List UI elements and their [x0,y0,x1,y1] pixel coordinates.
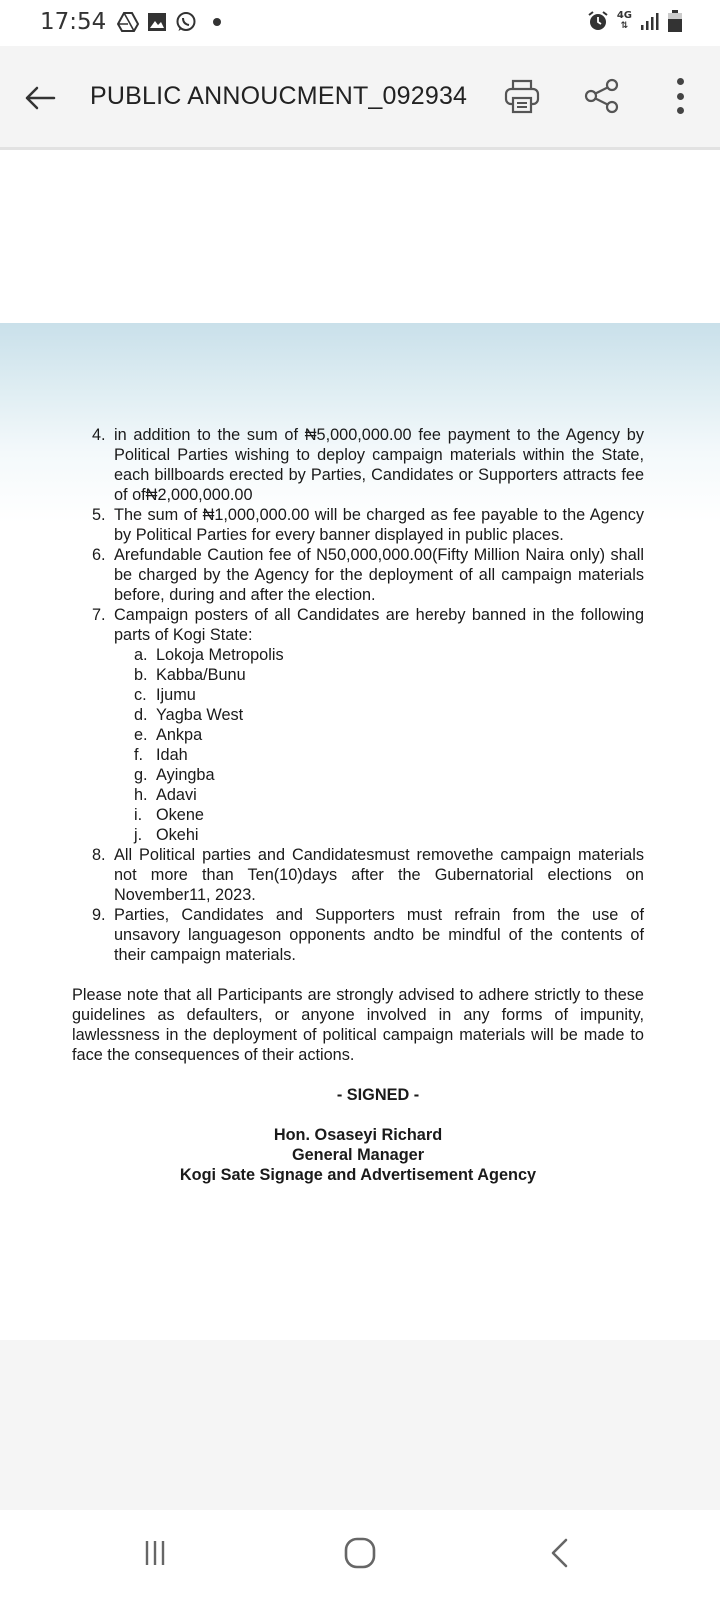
document-content [72,425,644,1185]
signed-label: - SIGNED - [336,1086,420,1104]
gallery-icon [147,12,167,32]
banned-locations-list [134,645,644,845]
document-page [0,323,720,1340]
alarm-icon [587,10,609,32]
document-title: PUBLIC ANNOUCMENT_092934 [90,82,468,110]
location-item: f. Idah [134,746,188,764]
notification-dot [213,18,221,26]
list-item: 7. Campaign posters of all Candidates are hereby banned in the following parts of Kogi State: [92,606,644,644]
app-bar [0,46,720,150]
location-item: i. Okene [134,806,204,824]
battery-icon [668,10,682,32]
whatsapp-icon [175,11,197,33]
more-vert-icon [677,107,684,114]
signatory-name: Hon. Osaseyi Richard [273,1126,443,1144]
print-icon [502,76,542,116]
location-item: d. Yagba West [134,706,244,724]
location-item: c. Ijumu [134,686,196,704]
recent-apps-icon [140,1538,170,1568]
location-item: e. Ankpa [134,726,203,744]
signal-icon [640,12,660,30]
signatory-block [72,1125,644,1185]
signatory-title: General Manager [291,1146,425,1164]
navigation-bar [0,1510,720,1600]
print-button[interactable] [502,76,542,116]
list-item: 8. All Political parties and Candidatesmust removethe campaign materials not more than Ten(10)days after the Gubernatorial elections on November11, 2023. [92,846,644,904]
more-vert-icon [677,78,684,85]
status-time: 17:54 [40,9,107,35]
drive-icon [117,12,139,32]
list-item: 9. Parties, Candidates and Supporters must refrain from the use of unsavory languageson opponents andto be mindful of the contents of their campaign materials. [92,906,644,964]
back-button[interactable] [22,80,58,116]
location-item: a. Lokoja Metropolis [134,646,284,664]
closing-paragraph: Please note that all Participants are strongly advised to adhere strictly to these guidelines as defaulters, or anyone involved in any forms of impunity, lawlessness in the deployment of political campaign materials will be made to face the consequences of their actions. [72,986,644,1064]
home-icon [343,1536,377,1570]
recent-apps-button[interactable] [125,1528,185,1578]
share-icon [582,76,622,116]
viewer-background [0,1340,720,1510]
nav-back-button[interactable] [530,1528,590,1578]
back-icon [548,1537,572,1569]
status-system-icons [587,10,682,32]
status-notification-icons [117,11,221,33]
share-button[interactable] [582,76,622,116]
more-options-button[interactable] [662,74,698,118]
location-item: b. Kabba/Bunu [134,666,246,684]
signatory-organization: Kogi Sate Signage and Advertisement Agency [179,1166,537,1184]
location-item: g. Ayingba [134,766,215,784]
list-item: 5. The sum of ₦1,000,000.00 will be charged as fee payable to the Agency by Political Parties for every banner displayed in public places. [92,506,644,544]
location-item: j. Okehi [134,826,199,844]
home-button[interactable] [330,1528,390,1578]
back-arrow-icon [24,86,56,110]
document-viewer[interactable] [0,153,720,1510]
list-item: 6. Arefundable Caution fee of N50,000,000.00(Fifty Million Naira only) shall be charged by the Agency for the deployment of all campaign materials before, during and after the election. [92,546,644,604]
network-type: 4G ⇅ [616,10,632,31]
location-item: h. Adavi [134,786,197,804]
status-bar [0,0,720,46]
more-vert-icon [677,93,684,100]
list-item: 4. in addition to the sum of ₦5,000,000.00 fee payment to the Agency by Political Parties wishing to deploy campaign materials within the State, each billboards erected by Parties, Candidates or Supporters attracts fee of of₦2,000,000.00 [92,426,644,504]
